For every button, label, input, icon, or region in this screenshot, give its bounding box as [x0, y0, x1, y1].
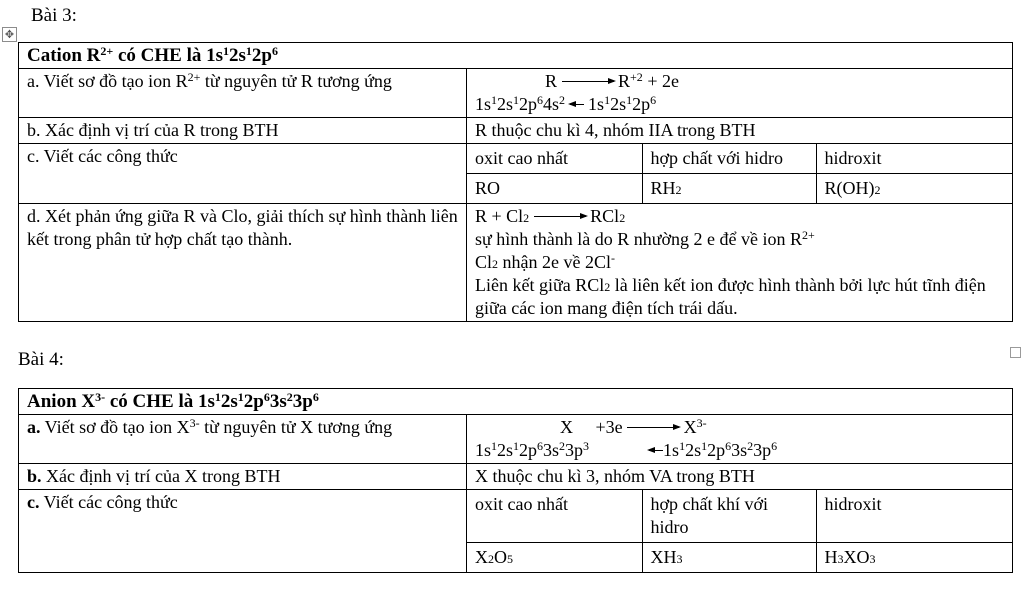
bai3-c-label: c. Viết các công thức	[19, 144, 467, 204]
bai4-c-formulas	[467, 490, 1013, 573]
right-arrow-icon	[627, 427, 679, 428]
bai3-a-equation: R $R^{+2} + 2e$ $1s^12s^12p^64s^2$ $1s^12s^12p^6$	[467, 69, 1013, 118]
bai3-table	[18, 42, 1013, 322]
formula-header: hợp chất với hidro	[642, 144, 816, 174]
bai3-b-value: R thuộc chu kì 4, nhóm IIA trong BTH	[467, 118, 1013, 144]
formula-header: hợp chất khí với hidro	[642, 490, 816, 543]
bai3-c-formulas	[467, 144, 1013, 204]
bai4-b-label: b. Xác định vị trí của X trong BTH	[19, 464, 467, 490]
bai4-c-label: c. Viết các công thức	[19, 490, 467, 573]
formula-header: oxit cao nhất	[475, 148, 568, 168]
bai3-d-explanation: $R + Cl_2$ RCl$_2$ sự hình thành là do R nhường 2 e để về ion $R^{2+}$ $Cl_2$ nhận 2e về 2Cl- Liên kết giữa RCl$_2$ là liên kết ion được hình thành bởi lực hút tĩnh điện giữa các ion mang điện tích trái dấu.	[467, 204, 1013, 322]
formula-value: $H_3XO_3$	[816, 543, 1012, 573]
right-arrow-icon	[562, 81, 614, 82]
bai3-d-label: d. Xét phản ứng giữa R và Clo, giải thích sự hình thành liên kết trong phân tử hợp chất tạo thành.	[19, 204, 467, 322]
formula-header: hidroxit	[816, 490, 1012, 543]
formula-value: $X_2O_5$	[467, 543, 642, 573]
bai4-a-equation: X +3e $X^{3-}$ $1s^12s^12p^63s^23p^3$ $1s^12s^12p^63s^23p^6$	[467, 415, 1013, 464]
bai4-title: Anion $X^{3-}$ có CHE là $1s^12s^12p^63s^23p^6$	[19, 389, 1013, 415]
bai3-title: Cation $R^{2+}$ có CHE là $1s^12s^12p^6$	[19, 43, 1013, 69]
left-arrow-icon	[649, 450, 663, 451]
formula-value: $R(OH)_2$	[816, 174, 1012, 204]
formula-value: RO	[467, 174, 642, 204]
formula-header: oxit cao nhất	[475, 494, 568, 514]
formula-value: $XH_3$	[642, 543, 816, 573]
formula-value: $RH_2$	[642, 174, 816, 204]
bai4-table	[18, 388, 1013, 573]
bai3-a-label: a. Viết sơ đồ tạo ion $R^{2+}$ từ nguyên tử R tương ứng	[19, 69, 467, 118]
left-arrow-icon	[570, 104, 584, 105]
bai4-heading: Bài 4:	[18, 349, 64, 370]
table-resize-handle[interactable]	[1010, 347, 1021, 358]
bai3-b-label: b. Xác định vị trí của R trong BTH	[19, 118, 467, 144]
bai3-heading: Bài 3:	[31, 5, 77, 26]
table-move-handle-icon[interactable]: ✥	[2, 27, 17, 42]
bai4-a-label: a. Viết sơ đồ tạo ion $X^{3-}$ từ nguyên tử X tương ứng	[19, 415, 467, 464]
formula-header: hidroxit	[816, 144, 1012, 174]
right-arrow-icon	[534, 216, 586, 217]
bai4-b-value: X thuộc chu kì 3, nhóm VA trong BTH	[467, 464, 1013, 490]
